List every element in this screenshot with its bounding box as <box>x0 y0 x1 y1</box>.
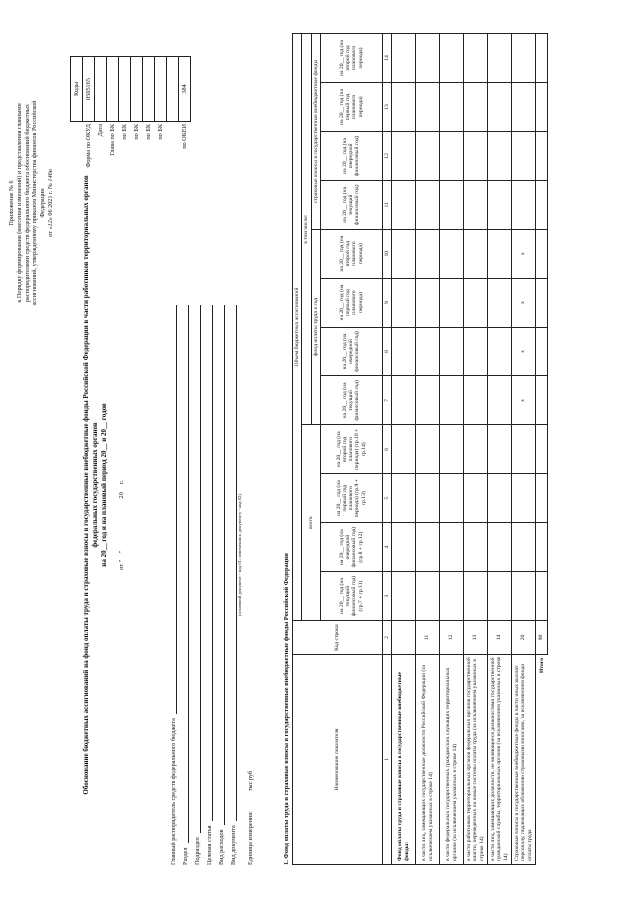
appendix-date-day: 12 <box>46 220 54 227</box>
codes-value[interactable] <box>143 57 155 122</box>
row-name: Фонд оплаты труда и страховые взносы в государственные внебюджетные фонды: <box>392 655 416 865</box>
value-cell[interactable] <box>464 572 488 621</box>
value-cell[interactable] <box>488 278 512 327</box>
table-row <box>464 34 488 865</box>
header-field-label: Раздел <box>181 847 189 865</box>
codes-row <box>143 57 155 257</box>
cross-mark: x <box>512 229 536 278</box>
value-cell[interactable] <box>392 229 416 278</box>
value-cell[interactable] <box>488 34 512 83</box>
codes-label: по БК <box>156 124 164 140</box>
header-field-row <box>225 305 237 865</box>
codes-row <box>131 57 143 257</box>
codes-value[interactable] <box>167 57 179 122</box>
column-number: 10 <box>382 229 391 278</box>
table-row <box>488 34 512 865</box>
header-field-label: Вид расходов <box>217 829 225 865</box>
appendix-text: к Порядку формирования (внесения изменений) и представления главными распорядителями средств федерального бюджета обоснований бюджетных ассигнований, утвержденному приказом Министерства финансов Российской Федерации <box>15 100 46 306</box>
value-cell[interactable] <box>464 474 488 523</box>
value-cell[interactable] <box>464 376 488 425</box>
value-cell[interactable] <box>440 327 464 376</box>
value-cell[interactable] <box>464 83 488 132</box>
appendix-number: Приложение № 6 <box>8 180 15 226</box>
value-cell[interactable] <box>416 572 440 621</box>
codes-label <box>167 122 179 257</box>
period-header: на 20__ год (на второй год планового периода) <box>320 229 382 278</box>
value-cell[interactable] <box>392 180 416 229</box>
value-cell[interactable] <box>512 572 536 621</box>
value-cell[interactable] <box>440 34 464 83</box>
header-field-label: Вид документа <box>229 825 237 865</box>
including-header: в том числе: <box>302 34 311 425</box>
table-row <box>512 34 536 865</box>
cross-mark: x <box>512 376 536 425</box>
appendix-order-number: 146н <box>46 169 54 182</box>
value-cell[interactable] <box>488 83 512 132</box>
value-cell[interactable] <box>440 572 464 621</box>
value-cell[interactable] <box>536 131 548 180</box>
header-field-input[interactable] <box>191 305 201 833</box>
codes-row <box>107 57 119 257</box>
codes-value[interactable]: 384 <box>179 57 191 122</box>
value-cell[interactable] <box>392 376 416 425</box>
value-cell[interactable] <box>488 474 512 523</box>
table-row <box>536 34 548 865</box>
column-number: 1 <box>382 655 391 865</box>
value-cell[interactable] <box>440 425 464 474</box>
value-cell[interactable] <box>512 83 536 132</box>
value-cell[interactable] <box>536 83 548 132</box>
cross-mark: x <box>512 278 536 327</box>
period-header: на 20__ год (на первый год планового периода) <box>320 278 382 327</box>
value-cell[interactable] <box>464 131 488 180</box>
value-cell[interactable] <box>416 131 440 180</box>
column-number: 3 <box>382 572 391 621</box>
codes-value[interactable]: 0505165 <box>83 57 95 122</box>
value-cell[interactable] <box>464 523 488 572</box>
value-cell[interactable] <box>416 229 440 278</box>
codes-label: по БК <box>144 124 152 140</box>
table-row <box>392 34 416 865</box>
value-cell[interactable] <box>440 83 464 132</box>
codes-label: Форма по ОКУД <box>84 124 92 168</box>
total-header: всего <box>302 425 321 621</box>
codes-label: по ОКЕИ <box>180 124 188 149</box>
row-name: в части лиц, замещающих должности, не являющиеся должностями государственной гражданской службы, территориальных органов (за исключением указанных в строке 14) <box>488 655 512 865</box>
value-cell[interactable] <box>464 327 488 376</box>
codes-row <box>95 57 107 257</box>
codes-label: Дата <box>96 124 104 137</box>
value-cell[interactable] <box>464 34 488 83</box>
value-cell[interactable] <box>392 83 416 132</box>
row-name: в части федеральных государственных гражданских служащих территориальных органов (за исключением указанных в строке 14) <box>440 655 464 865</box>
document-date: от " " 20 г. <box>118 480 125 570</box>
header-field-row <box>213 305 225 865</box>
column-number: 12 <box>382 131 391 180</box>
column-number: 8 <box>382 327 391 376</box>
value-cell[interactable] <box>440 278 464 327</box>
table-row <box>416 34 440 865</box>
value-cell[interactable] <box>512 474 536 523</box>
codes-row <box>167 57 179 257</box>
row-name: в части лиц, замещающих государственные должности Российской Федерации (за исключением указанных в строке 14) <box>416 655 440 865</box>
value-cell[interactable] <box>464 278 488 327</box>
column-number: 7 <box>382 376 391 425</box>
codes-label: по БК <box>120 124 128 140</box>
value-cell[interactable] <box>488 425 512 474</box>
appendix-date-prefix: от « <box>46 226 54 237</box>
column-number: 2 <box>382 621 391 655</box>
row-code: 11 <box>416 621 440 655</box>
value-cell[interactable] <box>488 180 512 229</box>
value-cell[interactable] <box>416 83 440 132</box>
value-cell[interactable] <box>392 278 416 327</box>
period-header: на 20__ год (на второй год планового периода) <box>320 34 382 83</box>
header-field-row <box>177 305 189 865</box>
row-code: 13 <box>464 621 488 655</box>
appendix-block <box>8 88 55 318</box>
row-code: 12 <box>440 621 464 655</box>
value-cell[interactable] <box>536 572 548 621</box>
row-code: 20 <box>512 621 536 655</box>
document-title <box>82 175 109 795</box>
codes-row <box>155 57 167 257</box>
codes-label: Глава по БК <box>108 124 116 156</box>
value-cell[interactable] <box>464 425 488 474</box>
header-field-row <box>189 305 201 865</box>
header-field-input[interactable] <box>203 305 213 821</box>
value-cell[interactable] <box>512 131 536 180</box>
period-header: на 20__ год (на второй год планового периода) (гр.10 + гр.14) <box>320 425 382 474</box>
value-cell[interactable] <box>488 523 512 572</box>
row-code: 90 <box>536 621 548 655</box>
value-cell[interactable] <box>536 425 548 474</box>
unit-label: Единица измерения: <box>247 811 255 865</box>
value-cell[interactable] <box>392 131 416 180</box>
title-line-2: на 20__ год и на плановый период 20__ и 20__ годов <box>100 403 109 567</box>
value-cell[interactable] <box>440 180 464 229</box>
value-cell[interactable] <box>440 376 464 425</box>
row-code <box>392 621 416 655</box>
value-cell[interactable] <box>464 229 488 278</box>
fot-header: фонд оплаты труда в год <box>311 229 320 425</box>
header-fields <box>165 305 254 865</box>
codes-row <box>83 57 95 257</box>
row-code: 14 <box>488 621 512 655</box>
codes-value[interactable] <box>107 57 119 122</box>
value-cell[interactable] <box>536 34 548 83</box>
unit-value: тыс руб <box>247 770 255 792</box>
value-cell[interactable] <box>536 474 548 523</box>
col-code-header: Код строки <box>293 621 383 655</box>
value-cell[interactable] <box>440 229 464 278</box>
value-cell[interactable] <box>440 131 464 180</box>
header-field-row <box>201 305 213 865</box>
row-name: Страховые взносы в государственные внебюджетные фонды в части иных выплат персоналу, подлежащих обложению страховыми взносами, за исключением фонда оплаты труда <box>512 655 536 865</box>
value-cell[interactable] <box>536 327 548 376</box>
value-cell[interactable] <box>488 572 512 621</box>
header-field-label: Главный распорядитель средств федерального бюджета <box>169 718 177 865</box>
value-cell[interactable] <box>488 376 512 425</box>
unit-row <box>242 305 254 865</box>
header-field-input[interactable] <box>167 305 177 714</box>
codes-header: Коды <box>71 57 83 122</box>
header-field-label: Целевая статья <box>205 825 213 865</box>
value-cell[interactable] <box>392 34 416 83</box>
column-number: 14 <box>382 34 391 83</box>
budget-table <box>292 33 548 865</box>
value-cell[interactable] <box>488 229 512 278</box>
value-cell[interactable] <box>416 278 440 327</box>
codes-row <box>179 57 191 257</box>
value-cell[interactable] <box>392 425 416 474</box>
value-cell[interactable] <box>536 278 548 327</box>
appendix-date-mid: » 06 2021 г. № <box>46 183 54 221</box>
value-cell[interactable] <box>416 474 440 523</box>
header-field-input[interactable] <box>215 305 225 825</box>
header-field-input[interactable] <box>179 305 189 843</box>
col-name-header: Наименование показателя <box>293 655 383 865</box>
value-cell[interactable] <box>416 34 440 83</box>
codes-label: по БК <box>132 124 140 140</box>
value-cell[interactable] <box>416 523 440 572</box>
title-line-1: Обоснование бюджетных ассигнований на фонд оплаты труда и страховые взносы в государственные внебюджетные фонды Российской Федерации в части работников территориальных органов федеральных государственных органов <box>82 175 100 795</box>
header-field-input[interactable] <box>227 305 237 821</box>
codes-value[interactable] <box>131 57 143 122</box>
value-cell[interactable] <box>392 474 416 523</box>
column-number: 11 <box>382 180 391 229</box>
row-name: Итого <box>538 658 545 674</box>
value-cell[interactable] <box>536 180 548 229</box>
codes-value[interactable] <box>155 57 167 122</box>
value-cell[interactable] <box>440 474 464 523</box>
period-header: на 20__ год (на очередной финансовый год) <box>320 131 382 180</box>
period-header: на 20__ год (на первый год планового периода) (гр.9 + гр.13) <box>320 474 382 523</box>
section-title: 1. Фонд оплаты труда и страховые взносы в государственные внебюджетные фонды Российской Федерации <box>283 553 290 865</box>
cross-mark: x <box>512 327 536 376</box>
value-cell[interactable] <box>512 425 536 474</box>
value-cell[interactable] <box>512 34 536 83</box>
codes-value[interactable] <box>119 57 131 122</box>
codes-value[interactable] <box>95 57 107 122</box>
value-cell[interactable] <box>392 572 416 621</box>
value-cell[interactable] <box>416 327 440 376</box>
value-cell[interactable] <box>512 180 536 229</box>
value-cell[interactable] <box>392 523 416 572</box>
period-header: на 20__ год (на очередной финансовый год) (гр.8 + гр.12) <box>320 523 382 572</box>
value-cell[interactable] <box>488 327 512 376</box>
value-cell[interactable] <box>416 376 440 425</box>
value-cell[interactable] <box>512 523 536 572</box>
doc-type-note: (основной документ - код 01; изменения к документу - код 02) <box>237 494 242 616</box>
period-header: на 20__ год (на первый год планового периода) <box>320 83 382 132</box>
header-field-label: Подраздел <box>193 837 201 865</box>
column-number: 6 <box>382 425 391 474</box>
column-number: 5 <box>382 474 391 523</box>
value-cell[interactable] <box>536 523 548 572</box>
value-cell[interactable] <box>536 376 548 425</box>
header-field-row <box>165 305 177 865</box>
period-header: на 20__ год (на текущий финансовый год) (гр.7 + гр.11) <box>320 572 382 621</box>
value-cell[interactable] <box>392 327 416 376</box>
codes-row <box>119 57 131 257</box>
value-cell[interactable] <box>464 180 488 229</box>
column-number: 4 <box>382 523 391 572</box>
value-cell[interactable] <box>416 180 440 229</box>
value-cell[interactable] <box>440 523 464 572</box>
budget-header: Объем бюджетных ассигнований <box>293 34 302 621</box>
period-header: на 20__ год (на текущий финансовый год) <box>320 180 382 229</box>
value-cell[interactable] <box>536 229 548 278</box>
period-header: на 20__ год (на очередной финансовый год) <box>320 327 382 376</box>
value-cell[interactable] <box>416 425 440 474</box>
table-row <box>440 34 464 865</box>
insurance-header: страховые взносы в государственные внебюджетные фонды <box>311 34 320 230</box>
column-number: 9 <box>382 278 391 327</box>
period-header: на 20__ год (на текущий финансовый год) <box>320 376 382 425</box>
codes-table <box>70 56 191 256</box>
column-number: 13 <box>382 83 391 132</box>
row-name: в части работников территориальных органов федеральных органов государственной власти, переведенных на новые системы оплаты труда (за исключением указанных в строке 14) <box>464 655 488 865</box>
value-cell[interactable] <box>488 131 512 180</box>
